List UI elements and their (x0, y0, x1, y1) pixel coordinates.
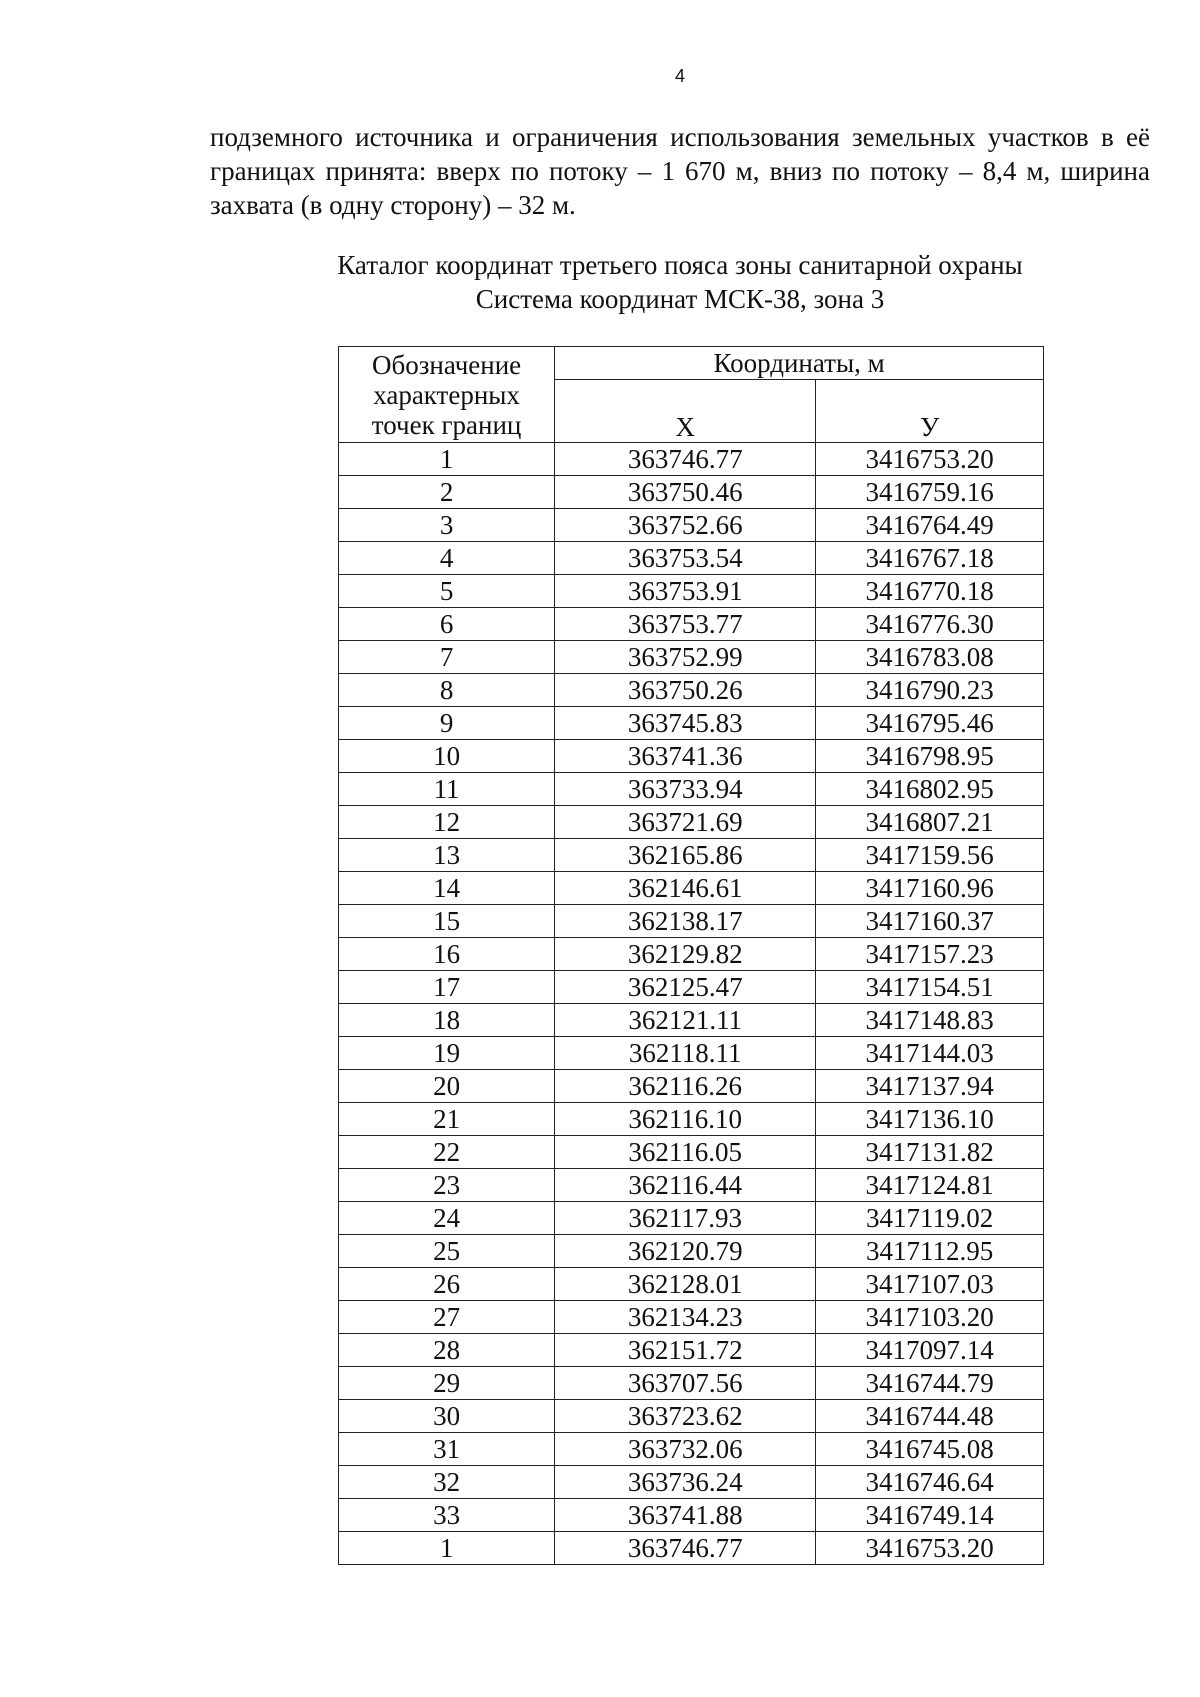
cell-point: 26 (339, 1268, 555, 1301)
cell-x: 363741.88 (555, 1499, 816, 1532)
cell-x: 363752.99 (555, 641, 816, 674)
table-row (339, 509, 1044, 542)
cell-y: 3417144.03 (816, 1037, 1044, 1070)
cell-point: 32 (339, 1466, 555, 1499)
cell-y: 3417157.23 (816, 938, 1044, 971)
cell-y: 3417148.83 (816, 1004, 1044, 1037)
cell-point: 28 (339, 1334, 555, 1367)
cell-x: 362116.26 (555, 1070, 816, 1103)
cell-x: 362118.11 (555, 1037, 816, 1070)
cell-point: 10 (339, 740, 555, 773)
cell-point: 5 (339, 575, 555, 608)
cell-y: 3417131.82 (816, 1136, 1044, 1169)
table-row (339, 1169, 1044, 1202)
cell-point: 14 (339, 872, 555, 905)
table-row (339, 575, 1044, 608)
table-row (339, 806, 1044, 839)
cell-point: 33 (339, 1499, 555, 1532)
cell-y: 3416759.16 (816, 476, 1044, 509)
cell-y: 3417159.56 (816, 839, 1044, 872)
cell-x: 362117.93 (555, 1202, 816, 1235)
cell-x: 363745.83 (555, 707, 816, 740)
cell-y: 3417160.37 (816, 905, 1044, 938)
cell-point: 12 (339, 806, 555, 839)
table-row (339, 1301, 1044, 1334)
cell-point: 31 (339, 1433, 555, 1466)
cell-point: 8 (339, 674, 555, 707)
cell-y: 3416749.14 (816, 1499, 1044, 1532)
cell-y: 3417103.20 (816, 1301, 1044, 1334)
cell-x: 362121.11 (555, 1004, 816, 1037)
cell-x: 362129.82 (555, 938, 816, 971)
cell-y: 3417097.14 (816, 1334, 1044, 1367)
table-row (339, 905, 1044, 938)
table-row (339, 1433, 1044, 1466)
table-row (339, 1268, 1044, 1301)
heading-line-1: Каталог координат третьего пояса зоны санитарной охраны (337, 250, 1023, 280)
cell-y: 3416744.48 (816, 1400, 1044, 1433)
cell-point: 1 (339, 443, 555, 476)
table-row (339, 740, 1044, 773)
cell-y: 3416770.18 (816, 575, 1044, 608)
cell-y: 3416795.46 (816, 707, 1044, 740)
cell-x: 362116.05 (555, 1136, 816, 1169)
cell-point: 11 (339, 773, 555, 806)
page-number: 4 (674, 66, 685, 86)
cell-y: 3416767.18 (816, 542, 1044, 575)
cell-x: 362125.47 (555, 971, 816, 1004)
cell-y: 3416744.79 (816, 1367, 1044, 1400)
cell-x: 362116.10 (555, 1103, 816, 1136)
table-row (339, 1532, 1044, 1565)
cell-y: 3416764.49 (816, 509, 1044, 542)
cell-x: 363752.66 (555, 509, 816, 542)
cell-x: 362138.17 (555, 905, 816, 938)
cell-point: 9 (339, 707, 555, 740)
coordinates-table (338, 346, 1044, 1565)
cell-point: 16 (339, 938, 555, 971)
cell-x: 363750.26 (555, 674, 816, 707)
cell-y: 3416783.08 (816, 641, 1044, 674)
cell-x: 362128.01 (555, 1268, 816, 1301)
cell-point: 29 (339, 1367, 555, 1400)
cell-y: 3416790.23 (816, 674, 1044, 707)
table-row (339, 1202, 1044, 1235)
body-paragraph: подземного источника и ограничения использования земельных участков в её границах принята: вверх по потоку – 1 670 м, вниз по потоку – 8,4 м, ширина захвата (в одну сторону) – 32 м. (210, 122, 1150, 220)
table-row (339, 773, 1044, 806)
cell-x: 363733.94 (555, 773, 816, 806)
cell-point: 6 (339, 608, 555, 641)
cell-x: 362120.79 (555, 1235, 816, 1268)
table-row (339, 641, 1044, 674)
cell-x: 362151.72 (555, 1334, 816, 1367)
table-row (339, 1037, 1044, 1070)
table-row (339, 839, 1044, 872)
cell-point: 7 (339, 641, 555, 674)
table-row (339, 608, 1044, 641)
cell-y: 3416745.08 (816, 1433, 1044, 1466)
cell-x: 363753.91 (555, 575, 816, 608)
cell-y: 3417136.10 (816, 1103, 1044, 1136)
cell-y: 3417112.95 (816, 1235, 1044, 1268)
cell-x: 363746.77 (555, 1532, 816, 1565)
table-row (339, 443, 1044, 476)
cell-x: 363721.69 (555, 806, 816, 839)
header-designation: Обозначение характерных точек границ (339, 347, 555, 443)
cell-point: 23 (339, 1169, 555, 1202)
table-row (339, 1136, 1044, 1169)
table-heading (210, 248, 1150, 316)
table-row (339, 938, 1044, 971)
table-row (339, 1070, 1044, 1103)
table-body (339, 443, 1044, 1565)
cell-y: 3416807.21 (816, 806, 1044, 839)
cell-y: 3417137.94 (816, 1070, 1044, 1103)
cell-y: 3417119.02 (816, 1202, 1044, 1235)
cell-x: 362116.44 (555, 1169, 816, 1202)
cell-point: 19 (339, 1037, 555, 1070)
table-row (339, 476, 1044, 509)
cell-point: 3 (339, 509, 555, 542)
table-row (339, 971, 1044, 1004)
cell-point: 20 (339, 1070, 555, 1103)
table-row (339, 872, 1044, 905)
cell-point: 27 (339, 1301, 555, 1334)
cell-point: 22 (339, 1136, 555, 1169)
cell-x: 362134.23 (555, 1301, 816, 1334)
table-row (339, 1367, 1044, 1400)
cell-point: 21 (339, 1103, 555, 1136)
table-row (339, 1103, 1044, 1136)
table-row (339, 707, 1044, 740)
cell-x: 363741.36 (555, 740, 816, 773)
cell-point: 18 (339, 1004, 555, 1037)
table-row (339, 674, 1044, 707)
cell-y: 3417107.03 (816, 1268, 1044, 1301)
cell-point: 17 (339, 971, 555, 1004)
header-y: У (816, 380, 1044, 443)
header-x: Х (555, 380, 816, 443)
cell-x: 363723.62 (555, 1400, 816, 1433)
cell-point: 13 (339, 839, 555, 872)
cell-y: 3416776.30 (816, 608, 1044, 641)
cell-point: 15 (339, 905, 555, 938)
cell-x: 363746.77 (555, 443, 816, 476)
table-row (339, 1334, 1044, 1367)
table-row (339, 1004, 1044, 1037)
cell-y: 3416753.20 (816, 443, 1044, 476)
cell-x: 362146.61 (555, 872, 816, 905)
cell-y: 3416798.95 (816, 740, 1044, 773)
table-row (339, 1400, 1044, 1433)
cell-point: 30 (339, 1400, 555, 1433)
cell-y: 3416753.20 (816, 1532, 1044, 1565)
header-coordinates: Координаты, м (555, 347, 1044, 380)
cell-y: 3417160.96 (816, 872, 1044, 905)
heading-line-2: Система координат МСК-38, зона 3 (475, 284, 885, 314)
table-row (339, 1466, 1044, 1499)
cell-x: 363732.06 (555, 1433, 816, 1466)
cell-point: 1 (339, 1532, 555, 1565)
cell-point: 2 (339, 476, 555, 509)
cell-point: 24 (339, 1202, 555, 1235)
cell-x: 363736.24 (555, 1466, 816, 1499)
cell-x: 363750.46 (555, 476, 816, 509)
table-row (339, 1499, 1044, 1532)
cell-y: 3417154.51 (816, 971, 1044, 1004)
cell-y: 3416746.64 (816, 1466, 1044, 1499)
cell-point: 25 (339, 1235, 555, 1268)
table-row (339, 1235, 1044, 1268)
cell-y: 3416802.95 (816, 773, 1044, 806)
cell-x: 363753.77 (555, 608, 816, 641)
cell-x: 363753.54 (555, 542, 816, 575)
cell-point: 4 (339, 542, 555, 575)
cell-x: 362165.86 (555, 839, 816, 872)
cell-x: 363707.56 (555, 1367, 816, 1400)
table-row (339, 542, 1044, 575)
cell-y: 3417124.81 (816, 1169, 1044, 1202)
